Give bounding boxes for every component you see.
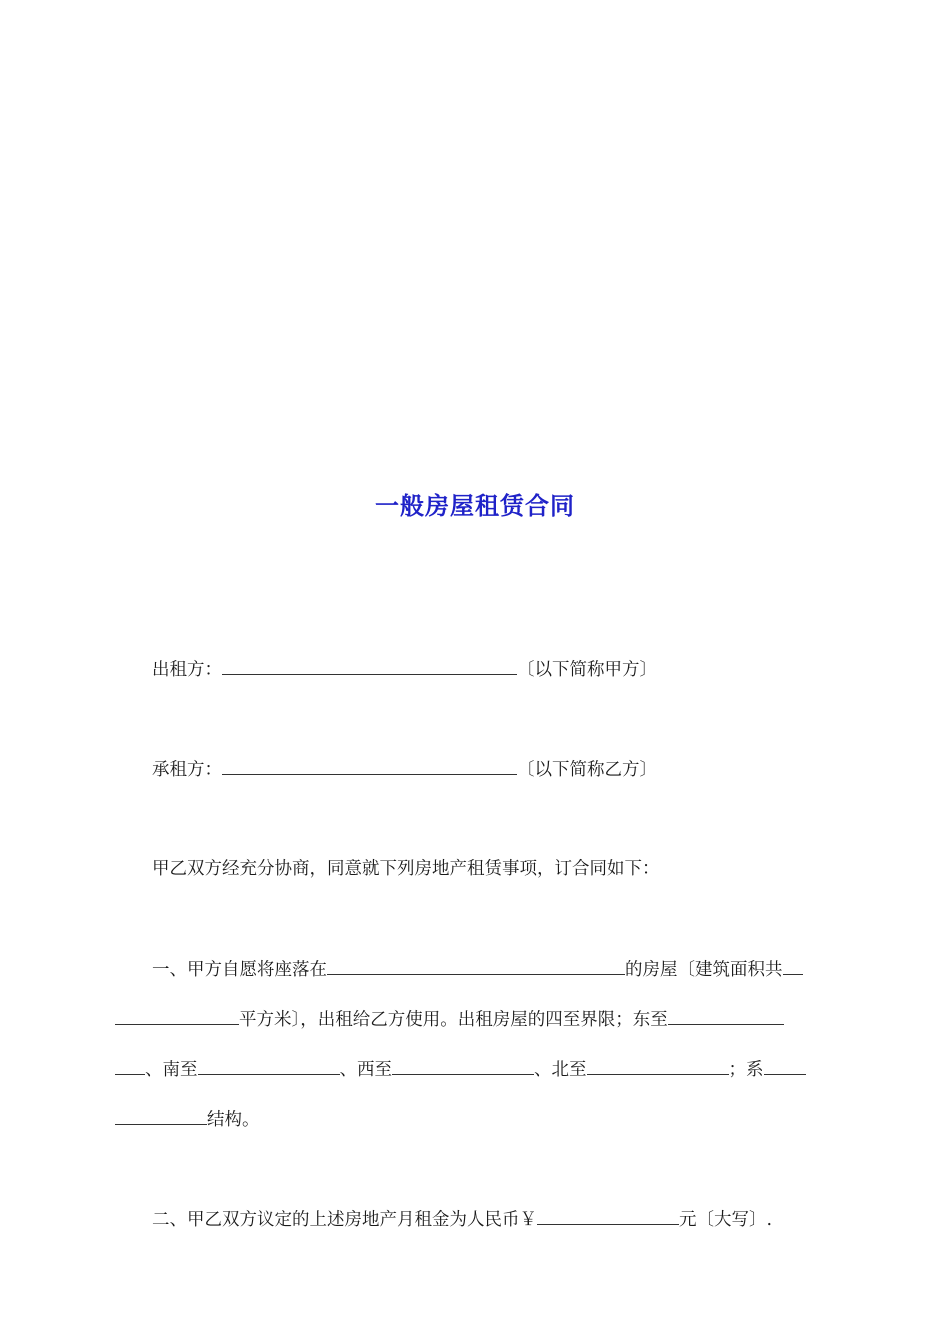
- clause1-line2: [115, 1007, 784, 1032]
- lessor-suffix: 〔以下简称甲方〕: [517, 660, 657, 680]
- clause1-area-blank-b: [115, 1007, 239, 1025]
- east-boundary-blank-b: [115, 1057, 145, 1075]
- clause1-text-c: 平方米〕，出租给乙方使用。出租房屋的四至界限；东至: [239, 1010, 668, 1030]
- clause1-line4: [115, 1107, 260, 1132]
- intro-paragraph: 甲乙双方经充分协商，同意就下列房地产租赁事项，订合同如下：: [152, 859, 660, 879]
- north-label: 、北至: [534, 1060, 587, 1080]
- lessor-line: [152, 657, 657, 682]
- lessee-suffix: 〔以下简称乙方〕: [517, 760, 657, 780]
- lessee-line: [152, 757, 657, 782]
- lessor-blank: [222, 657, 517, 675]
- structure-blank-a: [764, 1057, 806, 1075]
- structure-suffix: 结构。: [207, 1110, 260, 1130]
- structure-blank-b: [115, 1107, 207, 1125]
- clause1-line1: [152, 957, 803, 982]
- clause1-text-b: 的房屋〔建筑面积共: [625, 960, 783, 980]
- clause2-text-a: 二、甲乙双方议定的上述房地产月租金为人民币￥: [152, 1210, 537, 1230]
- west-boundary-blank: [392, 1057, 534, 1075]
- document-title: 一般房屋租赁合同: [375, 492, 575, 520]
- clause2-text-b: 元〔大写〕.: [679, 1210, 773, 1230]
- clause1-line3: [115, 1057, 806, 1082]
- lessee-label: 承租方：: [152, 760, 222, 780]
- west-label: 、西至: [339, 1060, 392, 1080]
- clause1-area-blank-a: [783, 957, 803, 975]
- clause1-location-blank: [327, 957, 625, 975]
- structure-label: ；系: [728, 1060, 764, 1080]
- south-boundary-blank: [198, 1057, 340, 1075]
- south-label: 、南至: [145, 1060, 198, 1080]
- rent-amount-blank: [537, 1207, 679, 1225]
- clause1-text-a: 一、甲方自愿将座落在: [152, 960, 327, 980]
- lessor-label: 出租方：: [152, 660, 222, 680]
- clause2-line1: [152, 1207, 772, 1232]
- east-boundary-blank-a: [668, 1007, 784, 1025]
- lessee-blank: [222, 757, 517, 775]
- north-boundary-blank: [587, 1057, 729, 1075]
